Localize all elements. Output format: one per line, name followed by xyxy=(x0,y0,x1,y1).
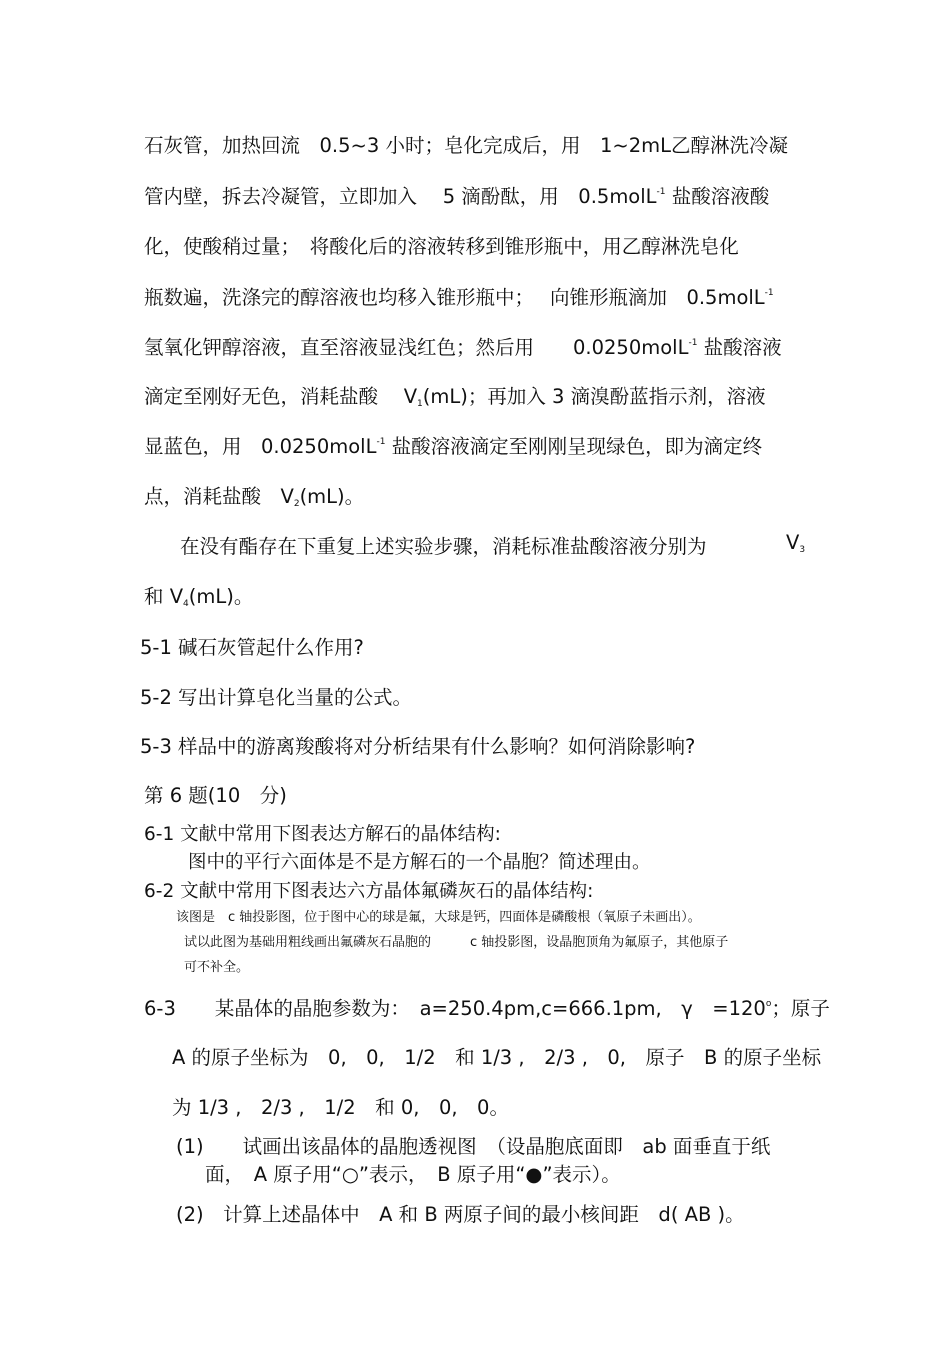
question-6-3-line-3: 为 1/3 , 2/3 , 1/2 和 0, 0, 0。 xyxy=(172,1096,509,1119)
sub-question-1-line-2: 面， A 原子用“○”表示， B 原子用“●”表示）。 xyxy=(205,1163,621,1186)
para1-line-5-text: 氢氧化钾醇溶液，直至溶液显浅红色；然后用 0.0250molL xyxy=(144,336,689,359)
para1-line-2-end: 盐酸溶液酸 xyxy=(671,185,770,208)
para1-line-8 xyxy=(144,481,364,509)
exponent: -1 xyxy=(656,187,666,197)
para1-line-4 xyxy=(144,282,774,310)
question-6-2-detail-2: 试以此图为基础用粗线画出氟磷灰石晶胞的 c 轴投影图，设晶胞顶角为氟原子，其他原子 xyxy=(184,935,729,950)
exponent: -1 xyxy=(764,288,774,298)
question-6-1: 6-1 文献中常用下图表达方解石的晶体结构: xyxy=(144,824,501,845)
question-6-2: 6-2 文献中常用下图表达六方晶体氟磷灰石的晶体结构: xyxy=(144,881,594,902)
question-6-3-end: ；原子 xyxy=(771,997,830,1020)
para1-line-4-text: 瓶数遍，洗涤完的醇溶液也均移入锥形瓶中； 向锥形瓶滴加 0.5molL xyxy=(144,286,765,309)
sub-question-2: (2) 计算上述晶体中 A 和 B 两原子间的最小核间距 d( AB )。 xyxy=(176,1203,745,1226)
problem-6-heading: 第 6 题(10 分) xyxy=(144,784,287,807)
para1-line-7 xyxy=(144,431,762,459)
question-5-2: 5-2 写出计算皂化当量的公式。 xyxy=(140,686,413,709)
para1-line-6-text: 滴定至刚好无色，消耗盐酸 V xyxy=(144,385,418,408)
para2-line-1: 在没有酯存在下重复上述实验步骤，消耗标准盐酸溶液分别为 xyxy=(180,535,707,558)
para1-line-3: 化，使酸稍过量； 将酸化后的溶液转移到锥形瓶中，用乙醇淋洗皂化 xyxy=(144,235,739,258)
para2-line-1-var xyxy=(786,531,805,555)
exponent: -1 xyxy=(376,437,386,447)
para1-line-2-text: 管内壁，拆去冷凝管，立即加入 5 滴酚酞，用 0.5molL xyxy=(144,185,657,208)
para1-line-1: 石灰管，加热回流 0.5~3 小时；皂化完成后，用 1~2mL乙醇淋洗冷凝 xyxy=(144,134,788,157)
para2-line-2-end: (mL)。 xyxy=(188,585,254,608)
question-6-2-detail-1: 该图是 c 轴投影图，位于图中心的球是氟，大球是钙，四面体是磷酸根（氧原子未画出）。 xyxy=(176,910,701,925)
question-6-3-line-1 xyxy=(144,993,830,1021)
question-6-3-text: 6-3 某晶体的晶胞参数为： a=250.4pm,c=666.1pm, γ =120 xyxy=(144,997,766,1020)
question-6-2-detail-3: 可不补全。 xyxy=(184,960,250,975)
variable: V xyxy=(786,531,800,554)
para1-line-7-text: 显蓝色，用 0.0250molL xyxy=(144,435,377,458)
question-5-3: 5-3 样品中的游离羧酸将对分析结果有什么影响？如何消除影响? xyxy=(140,735,696,758)
exponent: -1 xyxy=(688,338,698,348)
para1-line-5-end: 盐酸溶液 xyxy=(703,336,782,359)
subscript: 4 xyxy=(183,599,189,609)
subscript: 2 xyxy=(293,499,300,509)
para1-line-6-end: (mL)；再加入 3 滴溴酚蓝指示剂，溶液 xyxy=(422,385,766,408)
question-6-1-detail: 图中的平行六面体是不是方解石的一个晶胞？简述理由。 xyxy=(188,852,651,873)
para1-line-5 xyxy=(144,332,782,360)
para2-line-2-text: 和 V xyxy=(144,585,184,608)
para1-line-8-end: (mL)。 xyxy=(299,485,365,508)
para1-line-6 xyxy=(144,381,766,409)
sub-question-1-line-1: (1) 试画出该晶体的晶胞透视图 （设晶胞底面即 ab 面垂直于纸 xyxy=(176,1135,771,1158)
subscript: 1 xyxy=(417,399,423,409)
para1-line-7-end: 盐酸溶液滴定至刚刚呈现绿色，即为滴定终 xyxy=(391,435,763,458)
para1-line-8-text: 点，消耗盐酸 V xyxy=(144,485,294,508)
subscript: 3 xyxy=(799,545,806,555)
para1-line-2 xyxy=(144,181,769,209)
degree-sign: o xyxy=(765,999,772,1009)
question-5-1: 5-1 碱石灰管起什么作用? xyxy=(140,636,364,659)
question-6-3-line-2: A 的原子坐标为 0, 0, 1/2 和 1/3 , 2/3 , 0, 原子 B 的原子坐标 xyxy=(172,1046,822,1069)
para2-line-2 xyxy=(144,581,253,609)
